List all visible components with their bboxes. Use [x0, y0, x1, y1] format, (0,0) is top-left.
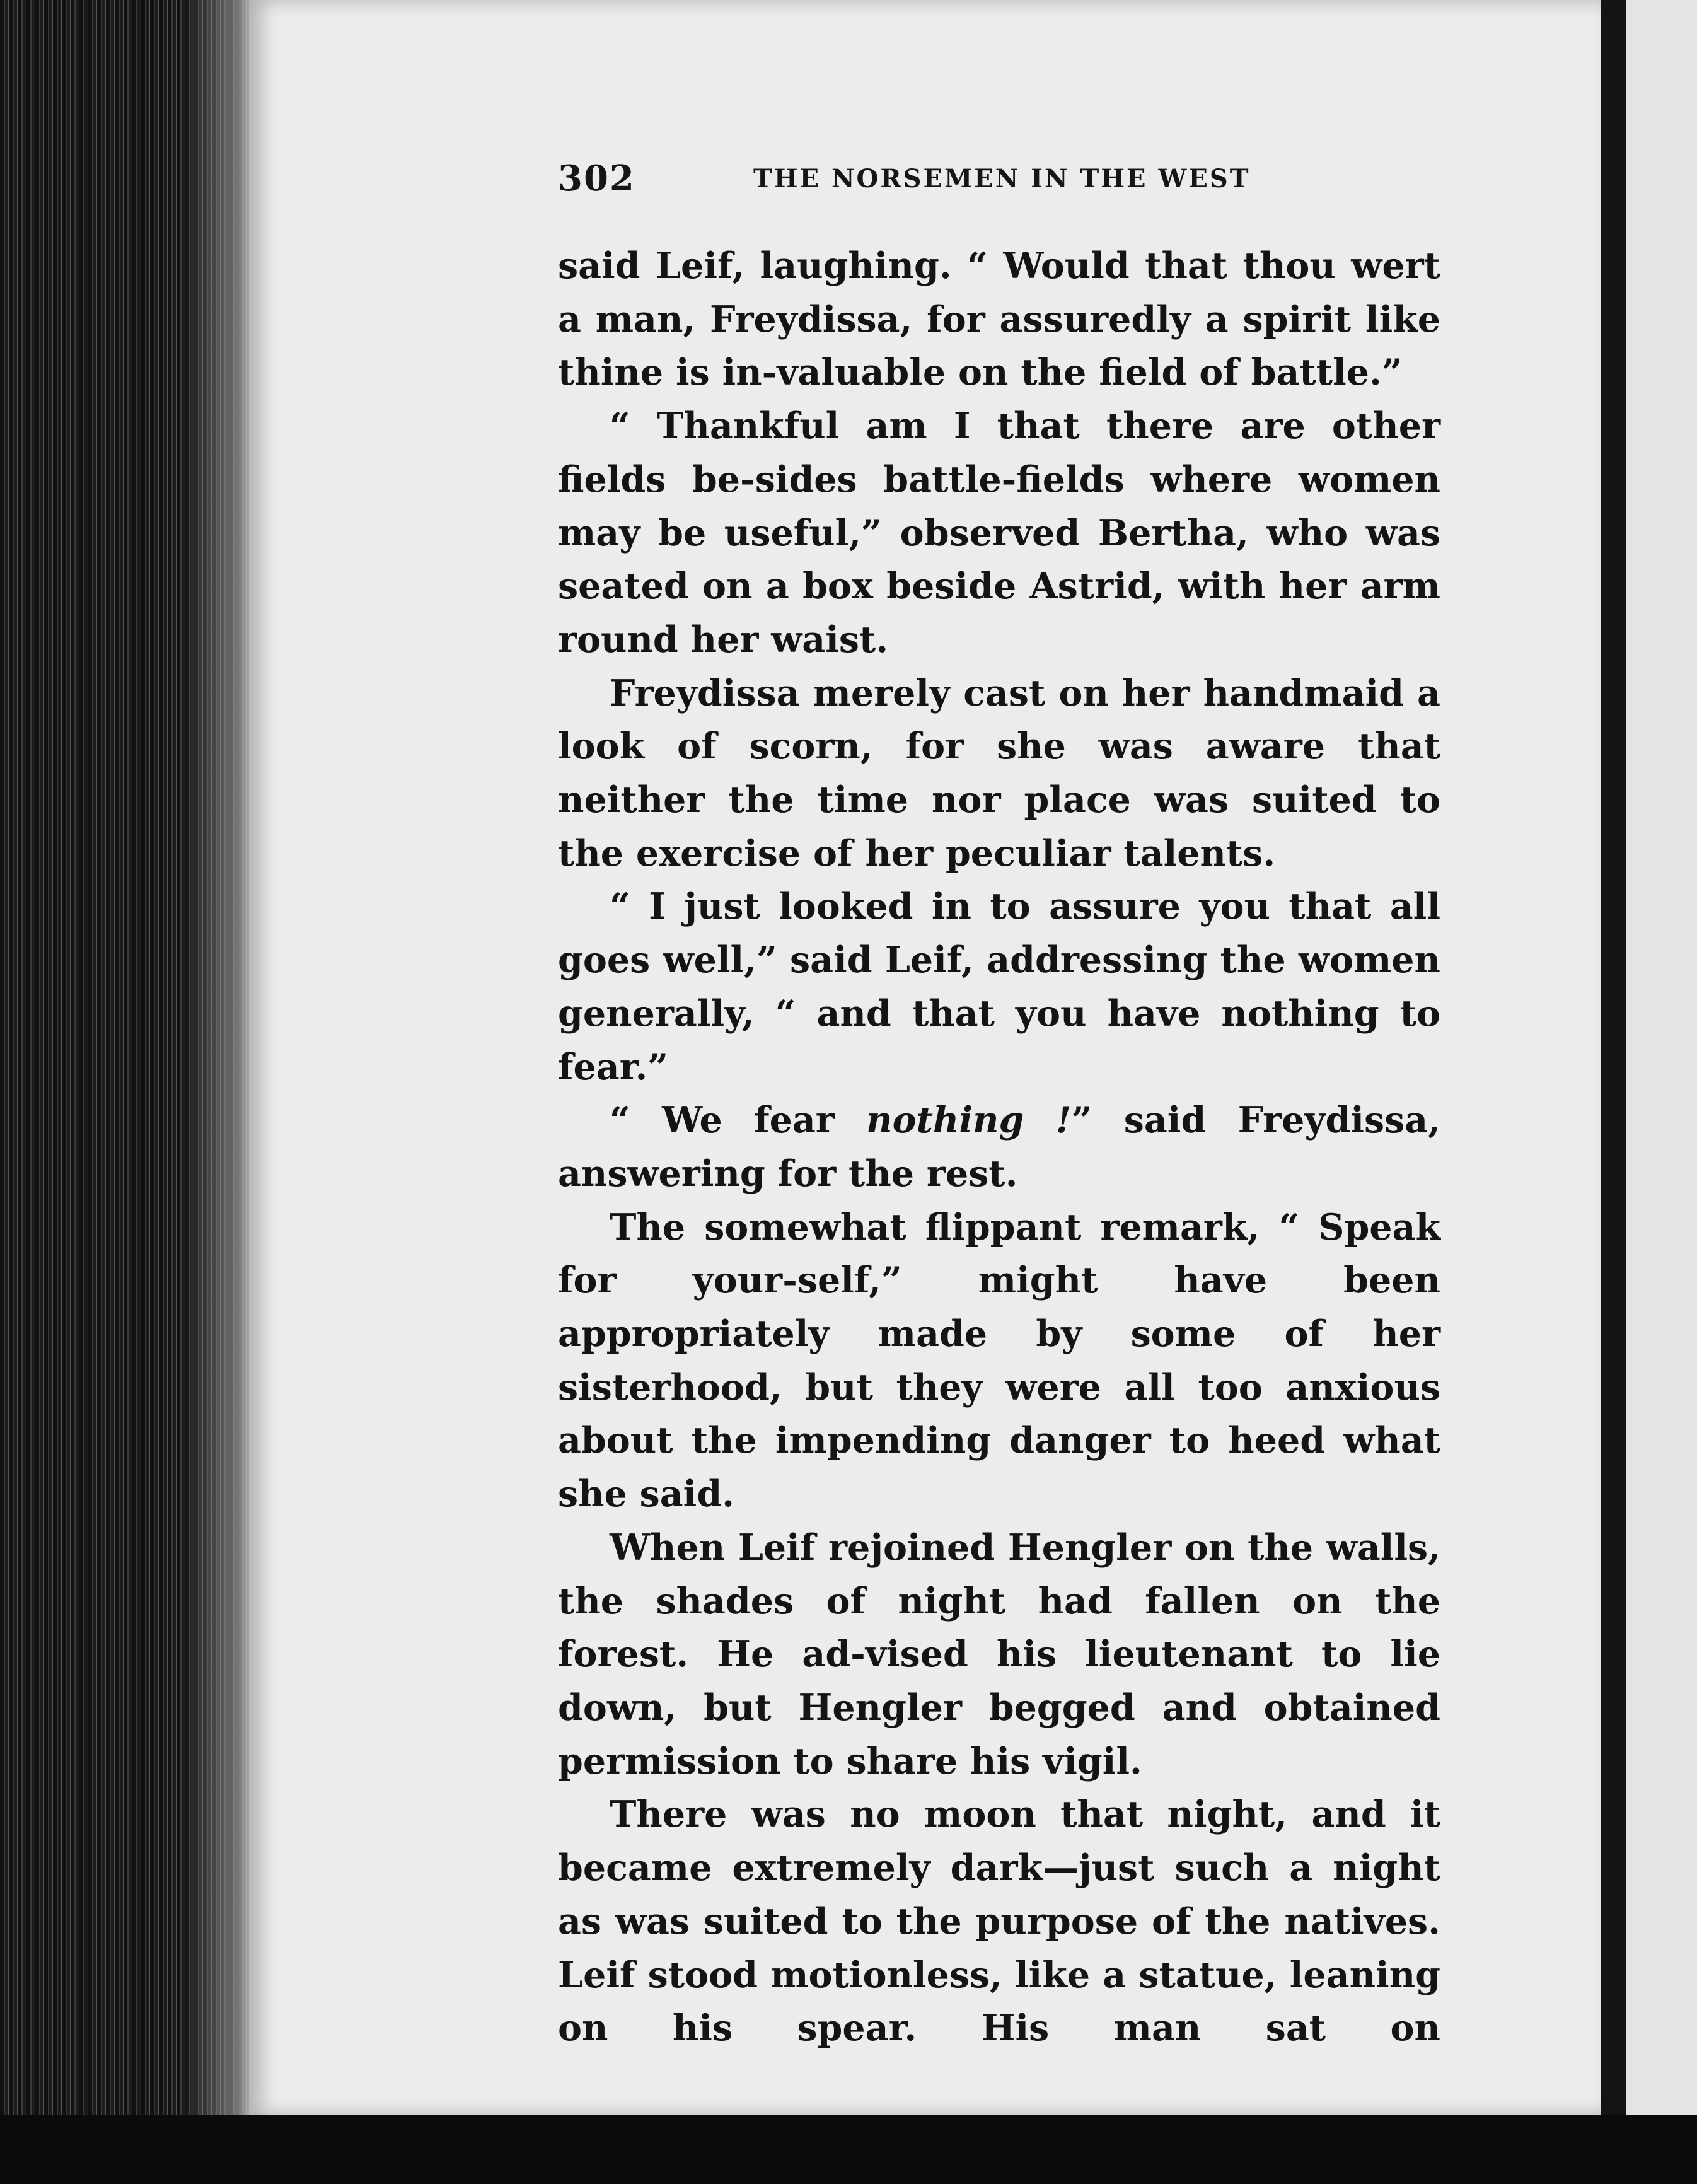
facing-page-edge: [1626, 0, 1697, 2125]
paragraph-3: Freydissa merely cast on her handmaid a look of scorn, for she was aware that neither the time nor place was suited to the exercise of her peculiar talents.: [558, 671, 1440, 874]
page-gutter-shadow: [183, 0, 258, 2184]
running-head: THE NORSEMEN IN THE WEST: [753, 164, 1251, 194]
emphasis-nothing: nothing !: [866, 1099, 1072, 1142]
body-text: [558, 240, 1440, 2055]
page-header: [558, 158, 1440, 214]
paragraph-7: When Leif rejoined Hengler on the walls, the shades of night had fallen on the forest. He ad-vised his lieutenant to lie down, but Hengler begged and obtained permission to share his vigil.: [558, 1526, 1440, 1782]
paragraph-5: [558, 1094, 1440, 1200]
paragraph-5-end: ” said Freydissa, answering for the rest.: [558, 1099, 1440, 1195]
paragraph-1: said Leif, laughing. “ Would that thou wert a man, Freydissa, for assuredly a spirit like thine is in-valuable on the field of battle.”: [558, 245, 1440, 394]
paragraph-6: The somewhat flippant remark, “ Speak for your-self,” might have been appropriately made by some of her sisterhood, but they were all too anxious about the impending danger to heed what she said.: [558, 1205, 1440, 1516]
paragraph-4: “ I just looked in to assure you that all goes well,” said Leif, addressing the women generally, “ and that you have nothing to fear.”: [558, 885, 1440, 1088]
scan-right-border: [1601, 0, 1626, 2125]
paragraph-2: “ Thankful am I that there are other fields be-sides battle-fields where women may be useful,” observed Bertha, who was seated on a box beside Astrid, with her arm round her waist.: [558, 405, 1440, 661]
paragraph-8: There was no moon that night, and it became extremely dark—just such a night as was suited to the purpose of the natives. Leif stood motionless, like a statue, leaning on his spear. His man sat on: [558, 1793, 1440, 2050]
page-number: 302: [558, 158, 635, 199]
paragraph-5-start: “ We fear: [610, 1099, 867, 1142]
scan-bottom-border: [0, 2115, 1697, 2184]
